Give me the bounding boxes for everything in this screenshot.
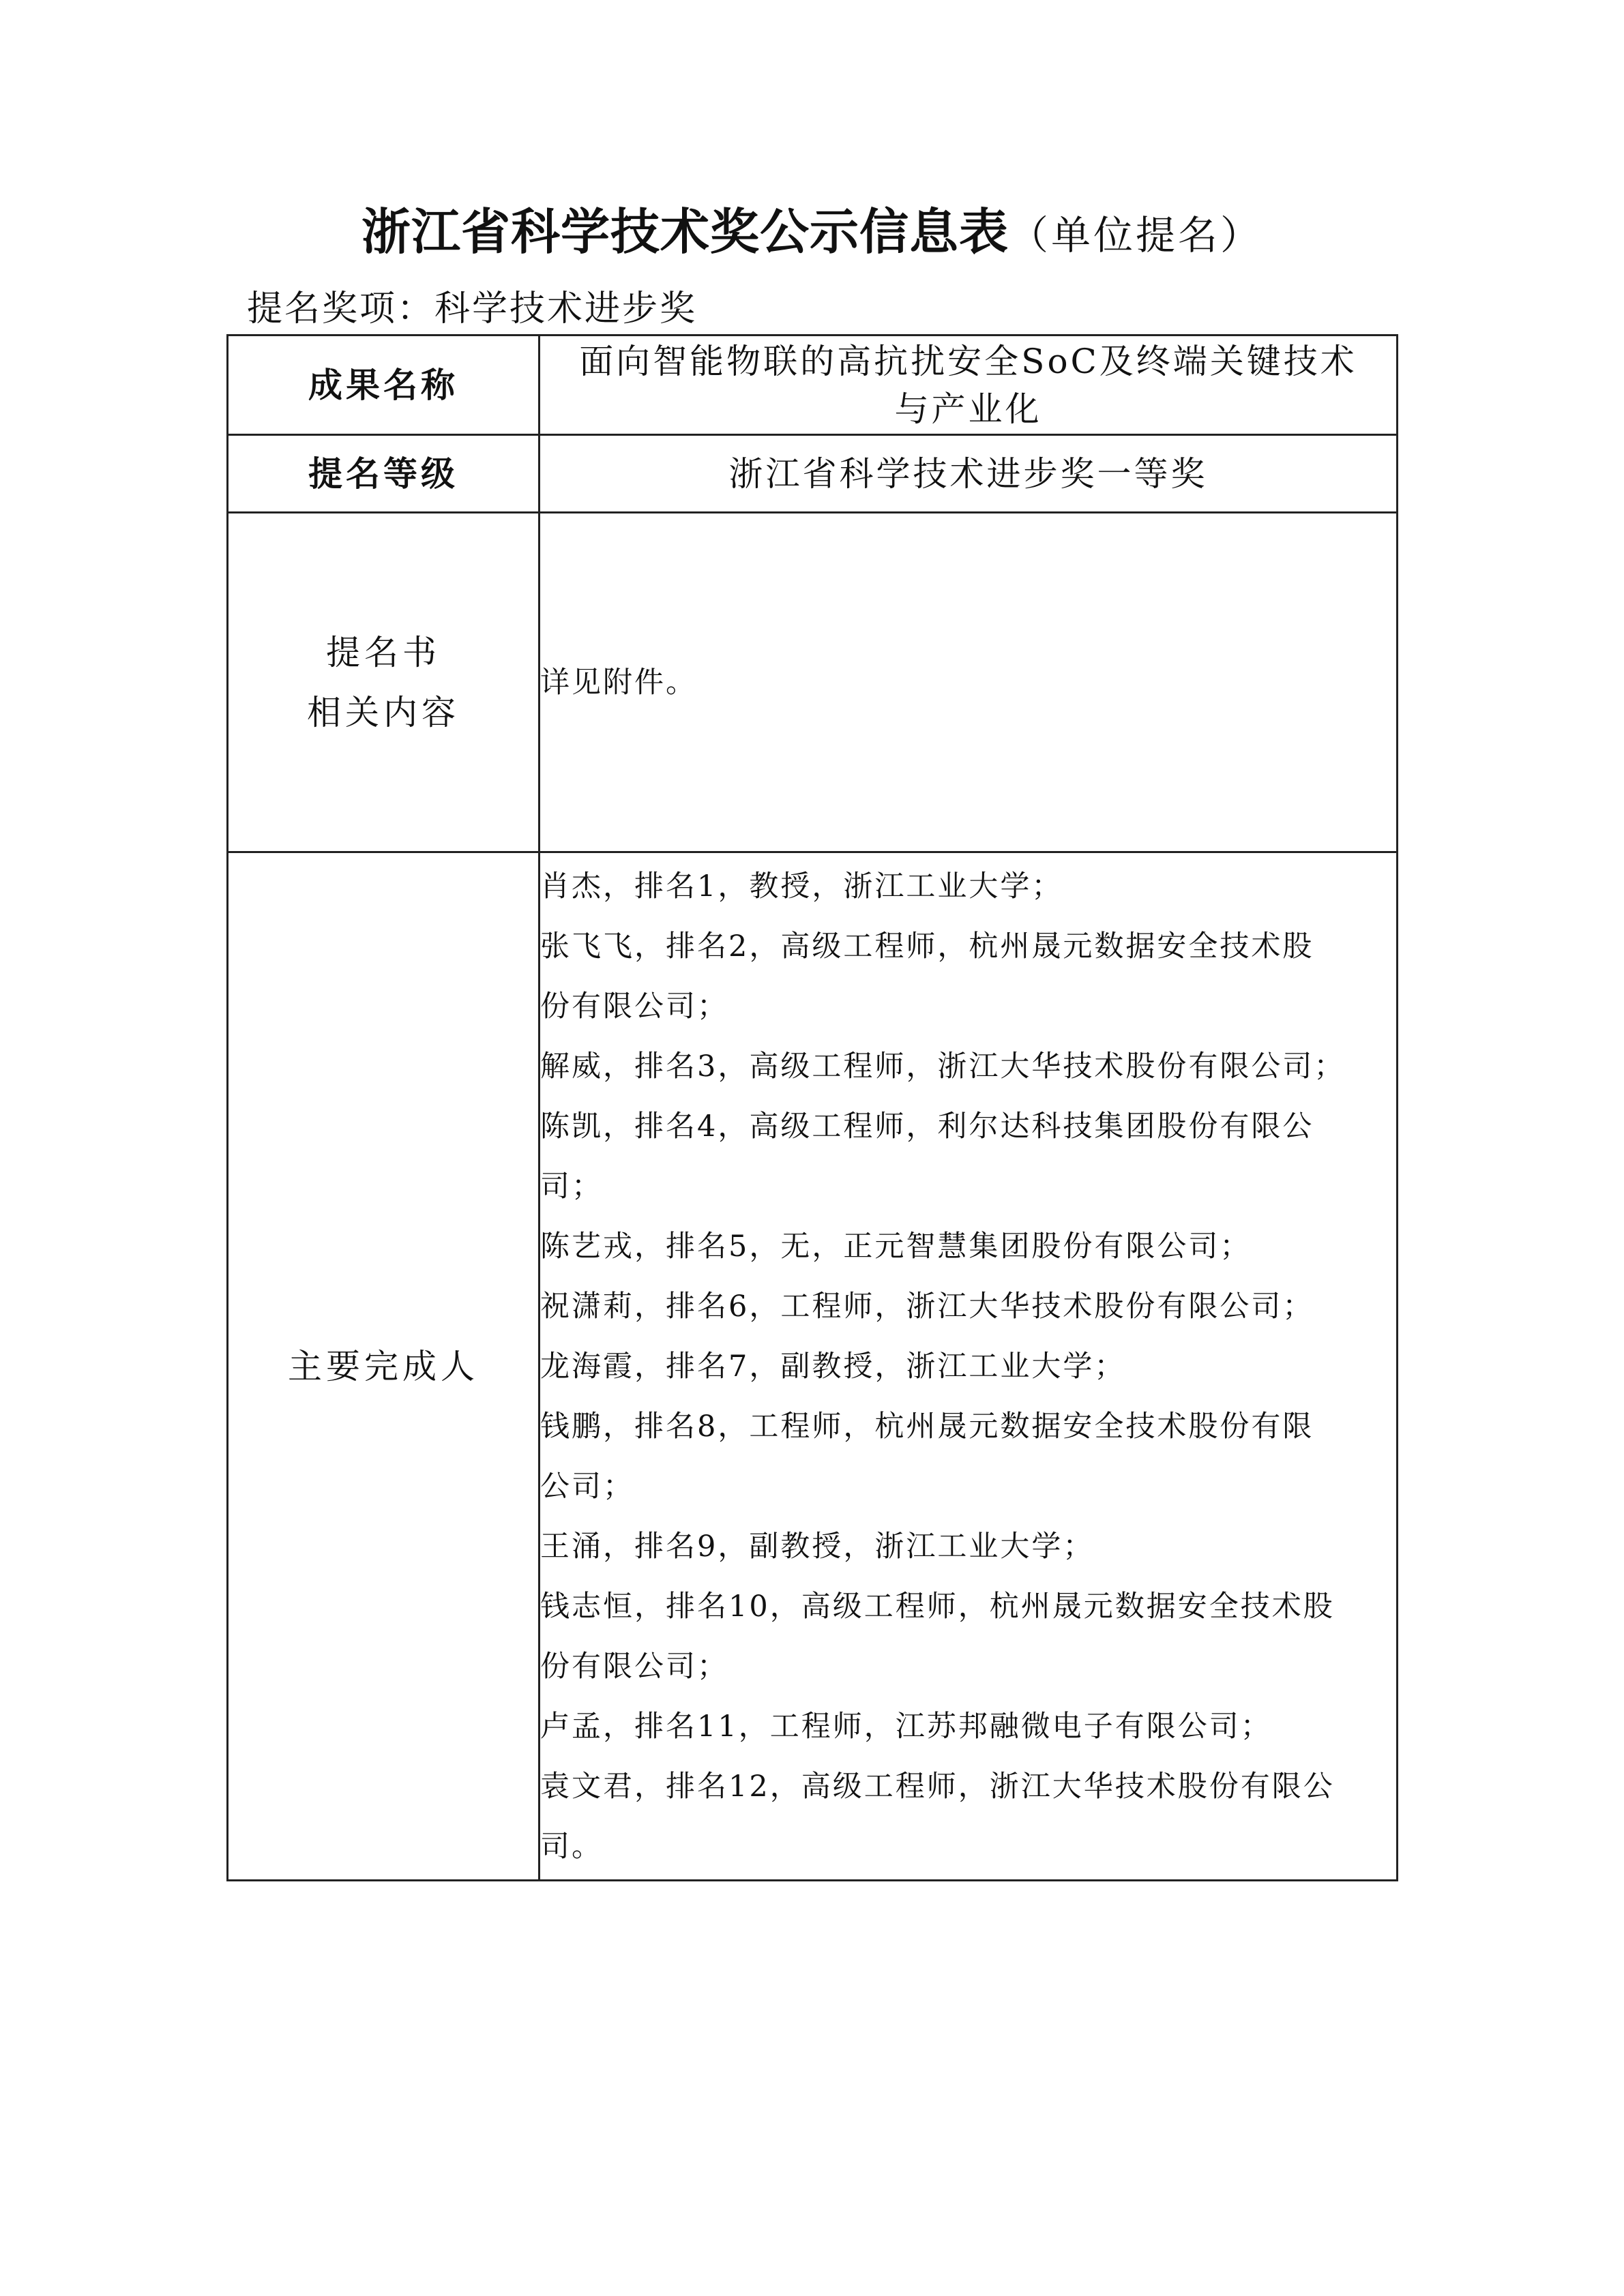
achievement-name-line-2: 与产业化 bbox=[894, 389, 1042, 429]
contributor-line-9: 龙海霞，排名7，副教授，浙江工业大学； bbox=[540, 1349, 1126, 1384]
value-nomination-content: 详见附件。 bbox=[540, 513, 1398, 852]
contributor-line-2: 张飞飞，排名2，高级工程师，杭州晟元数据安全技术股 bbox=[540, 929, 1314, 964]
achievement-name-line-1: 面向智能物联的高抗扰安全SoC及终端关键技术 bbox=[579, 341, 1357, 381]
label-nomination-level: 提名等级 bbox=[228, 435, 540, 513]
title-main: 浙江省科学技术奖公示信息表 bbox=[361, 203, 1009, 260]
contributor-line-4: 解威，排名3，高级工程师，浙江大华技术股份有限公司； bbox=[540, 1049, 1346, 1084]
contributor-line-1: 肖杰，排名1，教授，浙江工业大学； bbox=[540, 869, 1063, 904]
contributor-line-3: 份有限公司； bbox=[540, 989, 728, 1024]
document-title bbox=[0, 198, 1624, 280]
label-nomination-content bbox=[228, 513, 540, 852]
contributor-line-10: 钱鹏，排名8，工程师，杭州晟元数据安全技术股份有限 bbox=[540, 1409, 1314, 1444]
row-nomination-level bbox=[228, 435, 1398, 513]
value-main-contributors bbox=[540, 852, 1398, 1881]
contributor-line-7: 陈艺戎，排名5，无，正元智慧集团股份有限公司； bbox=[540, 1229, 1252, 1264]
contributor-line-12: 王涌，排名9，副教授，浙江工业大学； bbox=[540, 1529, 1095, 1564]
contributor-line-16: 袁文君，排名12，高级工程师，浙江大华技术股份有限公 bbox=[540, 1769, 1335, 1804]
title-sub: （单位提名） bbox=[1009, 212, 1263, 258]
label-achievement-name: 成果名称 bbox=[228, 336, 540, 435]
contributor-line-15: 卢孟，排名11，工程师，江苏邦融微电子有限公司； bbox=[540, 1709, 1272, 1744]
row-nomination-content bbox=[228, 513, 1398, 852]
contributor-line-11: 公司； bbox=[540, 1469, 634, 1504]
row-main-contributors bbox=[228, 852, 1398, 1881]
value-achievement-name bbox=[540, 336, 1398, 435]
label-main-contributors: 主要完成人 bbox=[228, 852, 540, 1881]
contributor-line-17: 司。 bbox=[540, 1829, 603, 1864]
contributor-line-6: 司； bbox=[540, 1169, 603, 1204]
nomination-label-line-1: 提名书 bbox=[326, 632, 441, 672]
award-category: 提名奖项：科学技术进步奖 bbox=[247, 288, 698, 329]
value-nomination-level: 浙江省科学技术进步奖一等奖 bbox=[540, 435, 1398, 513]
contributor-line-8: 祝潇莉，排名6，工程师，浙江大华技术股份有限公司； bbox=[540, 1289, 1314, 1324]
contributor-line-13: 钱志恒，排名10，高级工程师，杭州晟元数据安全技术股 bbox=[540, 1589, 1335, 1624]
info-table bbox=[226, 334, 1398, 1881]
nomination-label-line-2: 相关内容 bbox=[307, 692, 460, 732]
contributor-line-14: 份有限公司； bbox=[540, 1649, 728, 1684]
contributor-line-5: 陈凯，排名4，高级工程师，利尔达科技集团股份有限公 bbox=[540, 1109, 1314, 1144]
row-achievement-name bbox=[228, 336, 1398, 435]
